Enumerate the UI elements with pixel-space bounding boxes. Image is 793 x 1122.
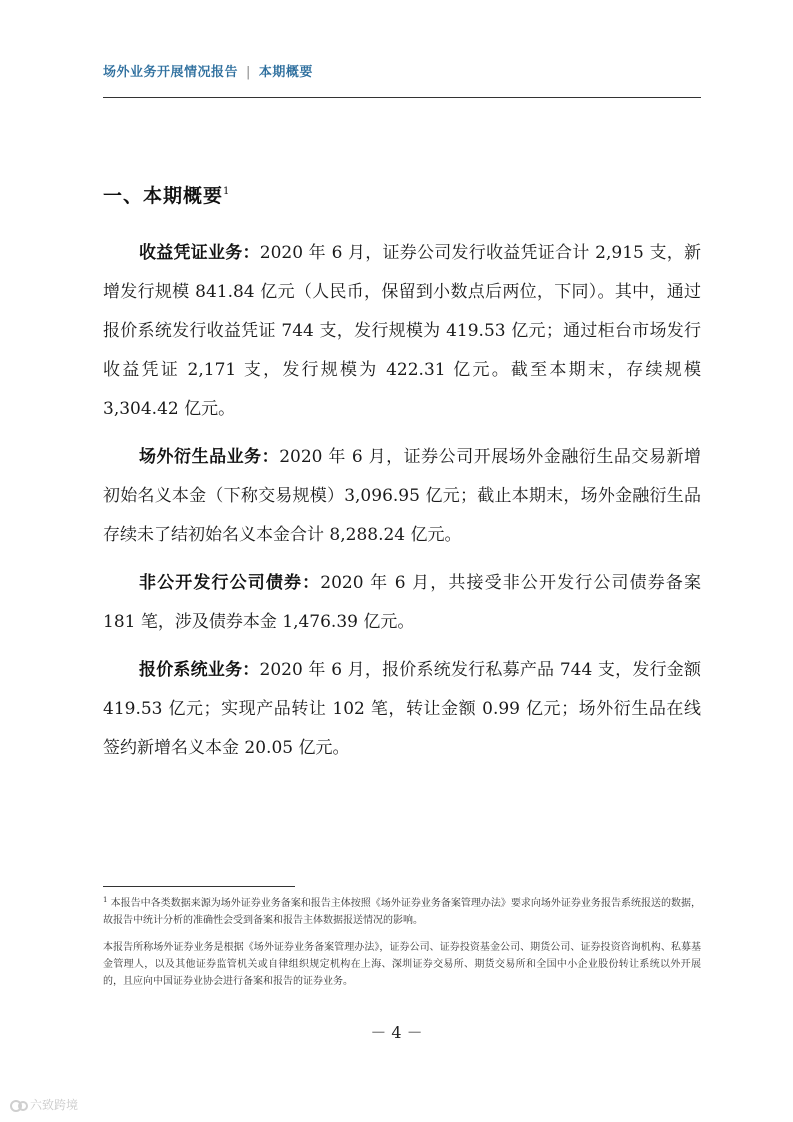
paragraph-private-bonds [103, 564, 701, 642]
header-divider [103, 97, 701, 98]
paragraph-lead: 报价系统业务： [139, 660, 260, 680]
paragraph-lead: 场外衍生品业务： [139, 447, 280, 467]
paragraph-body: 2020 年 6 月，证券公司发行收益凭证合计 2,915 支，新增发行规模 841.84 亿元（人民币，保留到小数点后两位，下同）。其中，通过报价系统发行收益凭证 744 支，发行规模为 419.53 亿元；通过柜台市场发行收益凭证 2,171 支，发行规模为 422.31 亿元。截至本期末，存续规模 3,304.42 亿元。 [103, 243, 702, 419]
footnote-item [103, 939, 701, 990]
body-text [103, 234, 701, 777]
watermark [10, 1096, 78, 1113]
paragraph-quotation-system [103, 651, 701, 768]
page-header [103, 61, 701, 80]
paragraph-body: 2020 年 6 月，报价系统发行私募产品 744 支，发行金额 419.53 亿元；实现产品转让 102 笔，转让金额 0.99 亿元；场外衍生品在线签约新增名义本金 20.05 亿元。 [103, 660, 702, 758]
header-section: 本期概要 [258, 65, 313, 80]
header-title: 场外业务开展情况报告 [103, 65, 239, 80]
header-separator: | [246, 65, 251, 80]
page-number: － 4 － [370, 1023, 423, 1042]
paragraph-body: 2020 年 6 月，共接受非公开发行公司债券备案 181 笔，涉及债券本金 1,476.39 亿元。 [103, 573, 701, 632]
footnote-item [103, 892, 701, 929]
footnotes [103, 892, 701, 1000]
footnote-text: 本报告中各类数据来源为场外证券业务备案和报告主体按照《场外证券业务备案管理办法》要求向场外证券业务报告系统报送的数据，故报告中统计分析的准确性会受到备案和报告主体数据报送情况的影响。 [103, 898, 701, 926]
section-title [103, 181, 230, 208]
footnote-text: 本报告所称场外证券业务是根据《场外证券业务备案管理办法》，证券公司、证券投资基金公司、期货公司、证券投资咨询机构、私募基金管理人，以及其他证券监管机关或自律组织规定机构在上海、深圳证券交易所、期货交易所和全国中小企业股份转让系统以外开展的，且应向中国证券业协会进行备案和报告的证券业务。 [103, 942, 701, 987]
weibo-logo-icon [10, 1098, 26, 1112]
paragraph-lead: 非公开发行公司债券： [139, 573, 321, 593]
watermark-text: 六致跨境 [30, 1098, 79, 1112]
paragraph-lead: 收益凭证业务： [139, 243, 260, 263]
paragraph-otc-derivatives [103, 438, 701, 555]
paragraph-receipt-certificates [103, 234, 701, 429]
paragraph-body: 2020 年 6 月，证券公司开展场外金融衍生品交易新增初始名义本金（下称交易规模）3,096.95 亿元；截止本期末，场外金融衍生品存续未了结初始名义本金合计 8,288.24 亿元。 [103, 447, 701, 545]
footnote-divider [103, 886, 295, 887]
footnote-reference: 1 [223, 186, 231, 197]
footnote-mark: 1 [103, 896, 108, 904]
section-title-text: 一、本期概要 [103, 185, 224, 207]
